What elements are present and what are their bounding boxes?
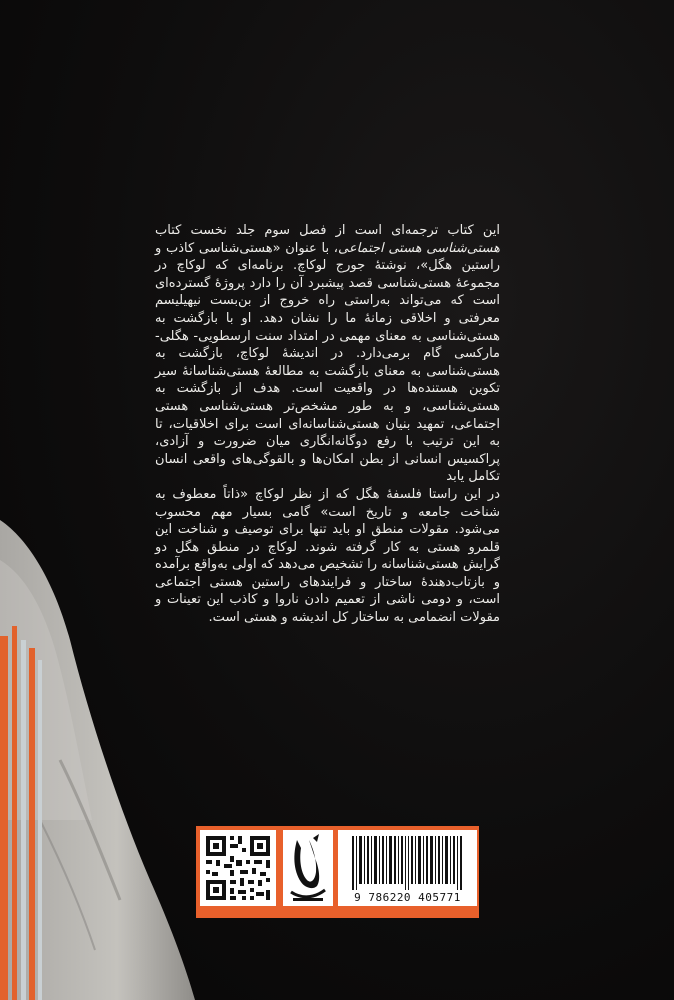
- publisher-logo-card: [283, 830, 333, 906]
- isbn-number: 9 786220 405771: [354, 891, 461, 904]
- publisher-logo-icon: [283, 830, 333, 906]
- paragraph-1-intro: این کتاب ترجمه‌ای است از فصل سوم جلد نخست کتاب: [155, 223, 500, 238]
- barcode-card: [338, 830, 477, 906]
- book-title-italic: هستی‌شناسی هستی اجتماعی: [338, 240, 500, 256]
- qr-code-icon: [200, 830, 276, 906]
- back-cover-description: [155, 222, 500, 627]
- description-paragraph-1: [155, 222, 500, 486]
- qr-code-card: [200, 830, 276, 906]
- description-paragraph-2: در این راستا فلسفهٔ هگل که از نظر لوکاچ «ذاتاً معطوف به شناخت جامعه و تاریخ است» گامی بسیار مهم محسوب می‌شود. مقولات منطق او باید تنها برای توصیف و شناخت این قلمرو هستی به کار گرفته شوند. لوکاچ در منطق هگل دو گرایش هستی‌شناسانه را تشخیص می‌دهد که اولی به‌واقع برآمده و بازتاب‌دهندهٔ ساختار و فرایندهای راستین هستی اجتماعی است، و دومی ناشی از تعمیم دادن ناروا و کاذب این تعینات و مقولات انضمامی به ساختار کل اندیشه و هستی است.: [155, 486, 500, 626]
- barcode-icon: [338, 830, 477, 892]
- paragraph-1-body: ، با عنوان «هستی‌شناسی کاذب و راستین هگل»، نوشتهٔ جورج لوکاچ. برنامه‌ای که لوکاچ در مجموعهٔ هستی‌شناسی قصد پیشبرد آن را دارد پروژهٔ گسترده‌ای است که می‌تواند به‌راستی راه خروج از بن‌بست نیهیلیسم معرفتی و اخلاقی زمانهٔ ما را نشان دهد. او با بازگشت به هستی‌شناسی به معنای مهمی در امتداد سنت ارسطویی- هگلی- مارکسی گام برمی‌دارد. در اندیشهٔ لوکاچ، بازگشت به هستی‌شناسی به معنای بازگشت به مطالعهٔ هستی‌شناسانهٔ سیر تکوین هستنده‌ها در واقعیت است. هدف از بازگشت به هستی‌شناسی، و به طور مشخص‌تر هستی‌شناسی هستی اجتماعی، تمهید بنیان هستی‌شناسانه‌ای است برای اخلاقیات، تا به این ترتیب با رفع دوگانه‌انگاری میان ضرورت و آزادی، پراکسیس انسانی از بطن امکان‌ها و بالقوگی‌های واقعی انسان تکامل یابد: [155, 240, 500, 485]
